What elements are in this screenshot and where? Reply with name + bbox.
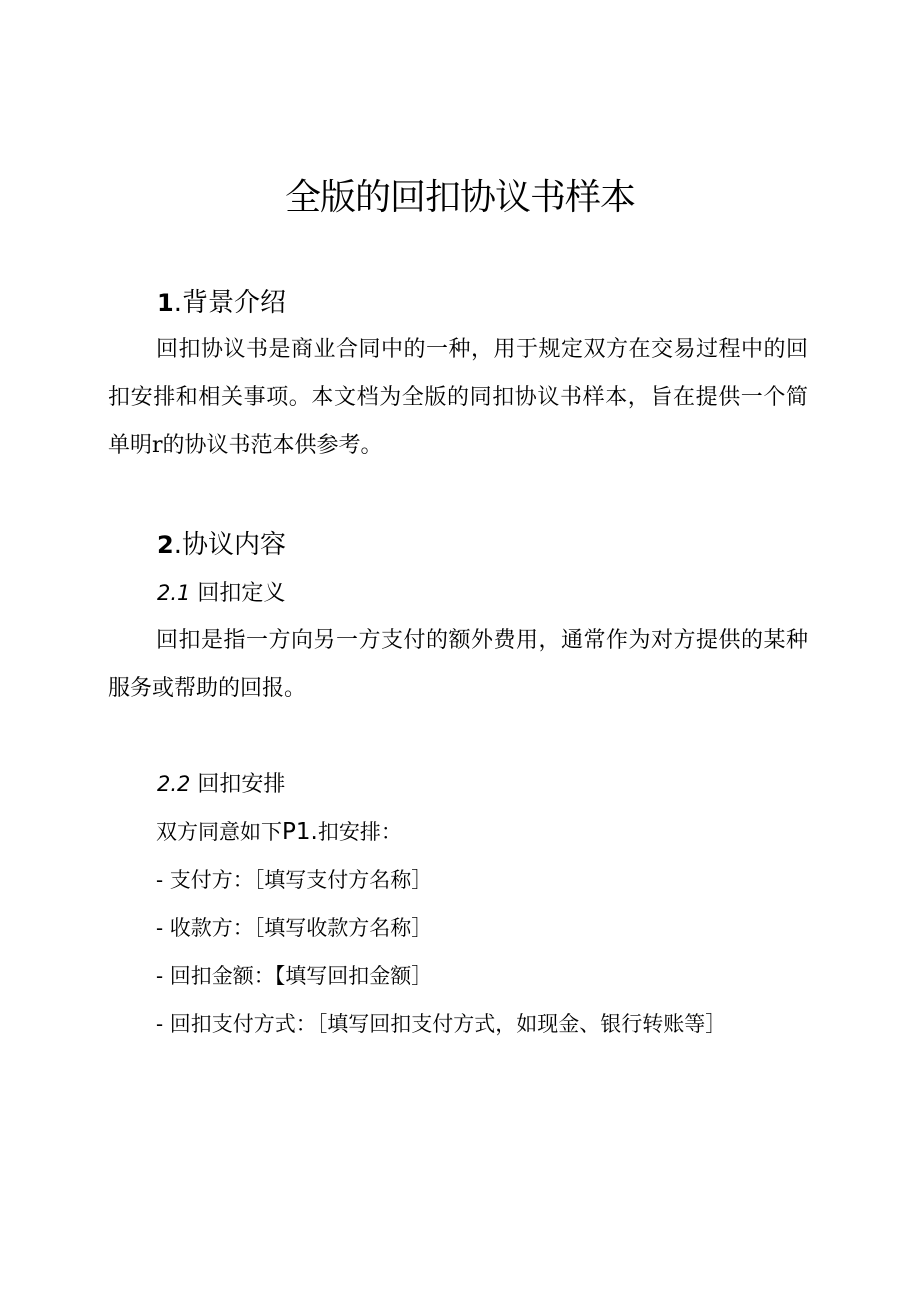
subsection-2-2-number: 2.2 bbox=[157, 772, 191, 796]
section-1-paragraph: 回扣协议书是商业合同中的一种，用于规定双方在交易过程中的回扣安排和相关事项。本文档为全版的同扣协议书样本，旨在提供一个简单明r的协议书范本供参考。 bbox=[108, 337, 808, 458]
section-2-heading bbox=[157, 525, 286, 565]
section-1-heading bbox=[157, 283, 286, 323]
list-item-amount: - 回扣金额：【填写回扣金额］ bbox=[156, 964, 433, 988]
intro-text-latin: P1. bbox=[282, 819, 318, 845]
subsection-2-1-title: 回扣定义 bbox=[197, 581, 286, 606]
section-2-heading-text: .协议内容 bbox=[173, 530, 286, 560]
intro-text-before: 双方同意如下 bbox=[156, 820, 282, 844]
intro-text-after: 扣安排： bbox=[317, 820, 402, 844]
list-item-payment-method: - 回扣支付方式：［填写回扣支付方式，如现金、银行转账等］ bbox=[156, 1012, 727, 1036]
document-title: 全版的回扣协议书样本 bbox=[284, 177, 635, 218]
section-1-heading-text: .背景介绍 bbox=[173, 288, 286, 318]
subsection-2-2-intro bbox=[156, 814, 402, 850]
subsection-2-2-heading bbox=[157, 766, 285, 803]
section-1-number: 1 bbox=[157, 289, 174, 317]
list-item-payee: - 收款方：［填写收款方名称］ bbox=[156, 916, 433, 940]
section-2-number: 2 bbox=[157, 531, 174, 559]
subsection-2-2-title: 回扣安排 bbox=[197, 772, 286, 797]
list-item-payer: - 支付方：［填写支付方名称］ bbox=[156, 868, 433, 892]
subsection-2-1-paragraph: 回扣是指一方向另一方支付的额外费用，通常作为对方提供的某种服务或帮助的回报。 bbox=[108, 628, 808, 701]
subsection-2-1-heading bbox=[157, 575, 285, 612]
subsection-2-1-number: 2.1 bbox=[157, 581, 191, 605]
